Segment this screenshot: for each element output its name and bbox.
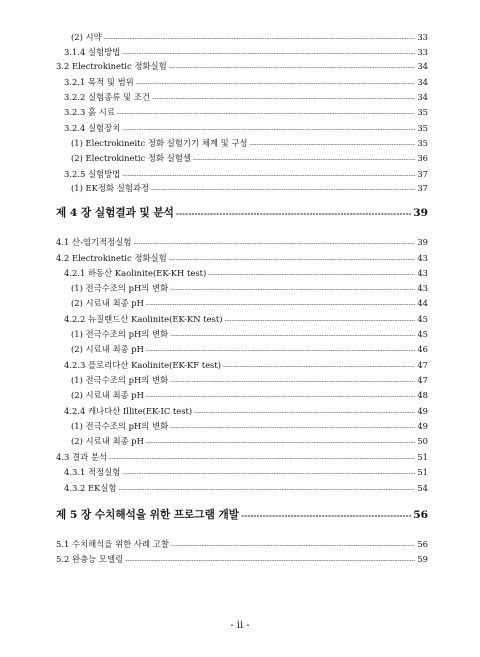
- toc-entry-label: 3.2.3 흙 시료: [64, 107, 115, 117]
- toc-entry[interactable]: [56, 92, 428, 104]
- toc-entry[interactable]: [56, 452, 428, 464]
- dot-leader: [170, 422, 415, 433]
- toc-entry-label: 4.2.2 뉴질랜드산 Kaolinite(EK-KN test): [64, 314, 223, 324]
- toc-chapter-heading[interactable]: [56, 509, 428, 523]
- toc-entry-label: (2) 시료내 최종 pH: [71, 344, 144, 354]
- toc-entry[interactable]: [56, 123, 428, 135]
- toc-entry-label: 4.2 Electrokinetic 정화실험: [56, 253, 167, 263]
- toc-entry[interactable]: [56, 61, 428, 73]
- toc-entry-page: 36: [417, 153, 428, 163]
- toc-entry-page: 47: [417, 375, 428, 385]
- toc-entry-page: 34: [417, 61, 428, 71]
- toc-entry-page: 47: [417, 360, 428, 370]
- dot-leader: [194, 407, 415, 418]
- toc-entry-label: 4.1 산-염기적정실험: [56, 237, 132, 247]
- toc-entry-page: 44: [417, 298, 428, 308]
- dot-leader: [151, 184, 415, 195]
- dot-leader: [170, 284, 415, 295]
- toc-entry-page: 34: [417, 92, 428, 102]
- toc-entry-page: 43: [417, 283, 428, 293]
- toc-entry-label: 3.2.5 실험방법: [64, 169, 121, 179]
- dot-leader: [109, 453, 415, 464]
- toc-entry-page: 35: [417, 123, 428, 133]
- toc-entry-label: 4.3.2 EK실험: [64, 483, 117, 493]
- toc-entry[interactable]: [56, 467, 428, 479]
- toc-entry-page: 56: [413, 509, 428, 521]
- toc-entry-label: 3.2.2 실험종류 및 조건: [64, 92, 150, 102]
- toc-entry-label: (2) Electrokinetic 정화 실험셀: [71, 153, 191, 163]
- toc-entry-label: (2) 시료내 최종 pH: [71, 436, 144, 446]
- toc-entry[interactable]: [56, 283, 428, 295]
- toc-entry-label: (2) 시약: [71, 32, 102, 42]
- toc-entry-page: 45: [417, 314, 428, 324]
- toc-entry-label: (1) EK정화 실험과정: [71, 183, 150, 193]
- dot-leader: [119, 484, 416, 495]
- toc-entry-page: 49: [417, 406, 428, 416]
- toc-entry[interactable]: [56, 406, 428, 418]
- toc-entry[interactable]: [56, 360, 428, 372]
- toc-entry-page: 59: [417, 554, 428, 564]
- dot-leader: [241, 510, 411, 523]
- dot-leader: [171, 540, 415, 551]
- dot-leader: [223, 361, 415, 372]
- dot-leader: [225, 315, 416, 326]
- toc-entry[interactable]: [56, 138, 428, 150]
- toc-entry[interactable]: [56, 169, 428, 181]
- toc-entry[interactable]: [56, 298, 428, 310]
- toc-entry[interactable]: [56, 107, 428, 119]
- toc-entry[interactable]: [56, 554, 428, 566]
- dot-leader: [146, 299, 415, 310]
- toc-entry-page: 56: [417, 539, 428, 549]
- toc-entry-label: (1) Electrokineitc 정화 실험기기 체계 및 구성: [71, 138, 248, 148]
- toc-entry-page: 34: [417, 77, 428, 87]
- toc-entry-page: 39: [417, 237, 428, 247]
- dot-leader: [146, 391, 415, 402]
- toc-entry-page: 37: [417, 169, 428, 179]
- toc-entry-page: 35: [417, 138, 428, 148]
- toc-entry-page: 48: [417, 390, 428, 400]
- toc-entry[interactable]: [56, 77, 428, 89]
- toc-entry-page: 45: [417, 329, 428, 339]
- toc-entry-label: (1) 전극수조의 pH의 변화: [71, 329, 169, 339]
- dot-leader: [170, 376, 415, 387]
- toc-entry-label: 4.2.4 캐나다산 Illite(EK-IC test): [64, 406, 193, 416]
- dot-leader: [152, 93, 415, 104]
- toc-entry[interactable]: [56, 421, 428, 433]
- dot-leader: [122, 124, 415, 135]
- toc-entry[interactable]: [56, 268, 428, 280]
- toc-entry-label: 3.2 Electrokinetic 정화실험: [56, 61, 167, 71]
- toc-entry-page: 50: [417, 436, 428, 446]
- toc-entry-page: 43: [417, 253, 428, 263]
- page-number: - ii -: [230, 620, 250, 631]
- toc-entry[interactable]: [56, 314, 428, 326]
- toc-entry[interactable]: [56, 329, 428, 341]
- toc-entry-page: 54: [417, 483, 428, 493]
- dot-leader: [250, 139, 416, 150]
- dot-leader: [170, 330, 415, 341]
- toc-entry[interactable]: [56, 253, 428, 265]
- toc-entry-label: 3.1.4 실험방법: [64, 47, 121, 57]
- toc-entry-label: 제 5 장 수치해석을 위한 프로그램 개발: [56, 509, 240, 521]
- toc-entry-page: 33: [417, 47, 428, 57]
- toc-entry-page: 43: [417, 268, 428, 278]
- toc-entry-label: (2) 시료내 최종 pH: [71, 390, 144, 400]
- dot-leader: [146, 437, 415, 448]
- toc-entry[interactable]: [56, 47, 428, 59]
- toc-entry-label: 5.1 수치해석을 위한 사례 고찰: [56, 539, 169, 549]
- toc-entry[interactable]: [56, 375, 428, 387]
- toc-entry-page: 49: [417, 421, 428, 431]
- toc-entry[interactable]: [56, 183, 428, 195]
- dot-leader: [122, 48, 415, 59]
- toc-entry[interactable]: [56, 436, 428, 448]
- toc-entry-label: 4.3.1 적정실험: [64, 467, 121, 477]
- toc-entry-page: 51: [417, 467, 428, 477]
- toc-entry-label: (1) 전극수조의 pH의 변화: [71, 283, 169, 293]
- dot-leader: [169, 254, 416, 265]
- toc-entry[interactable]: [56, 344, 428, 356]
- toc-entry[interactable]: [56, 153, 428, 165]
- toc-entry-page: 33: [417, 32, 428, 42]
- toc-entry-label: 3.2.4 실험장치: [64, 123, 121, 133]
- toc-entry[interactable]: [56, 390, 428, 402]
- dot-leader: [104, 33, 416, 44]
- toc-entry[interactable]: [56, 483, 428, 495]
- dot-leader: [117, 108, 415, 119]
- dot-leader: [146, 345, 415, 356]
- toc-entry-page: 37: [417, 183, 428, 193]
- dot-leader: [125, 555, 415, 566]
- toc-entry-label: (1) 전극수조의 pH의 변화: [71, 421, 169, 431]
- dot-leader: [208, 269, 415, 280]
- dot-leader: [122, 468, 415, 479]
- toc-entry-label: 4.2.3 플로리다산 Kaolinite(EK-KF test): [64, 360, 221, 370]
- dot-leader: [133, 238, 415, 249]
- dot-leader: [122, 170, 415, 181]
- toc-chapter-heading[interactable]: [56, 207, 428, 221]
- toc-entry-label: 4.3 결과 분석: [56, 452, 108, 462]
- toc-entry-label: 3.2.1 목적 및 범위: [64, 77, 134, 87]
- toc-entry[interactable]: [56, 539, 428, 551]
- toc-entry[interactable]: [56, 237, 428, 249]
- toc-entry-label: (1) 전극수조의 pH의 변화: [71, 375, 169, 385]
- dot-leader: [176, 208, 411, 221]
- dot-leader: [169, 62, 416, 73]
- toc-entry-label: 5.2 완충능 모델링: [56, 554, 124, 564]
- toc-entry-label: 4.2.1 하동산 Kaolinite(EK-KH test): [64, 268, 207, 278]
- toc-entry-page: 46: [417, 344, 428, 354]
- toc-entry-page: 51: [417, 452, 428, 462]
- toc-entry[interactable]: [56, 32, 428, 44]
- toc-entry-label: (2) 시료내 최종 pH: [71, 298, 144, 308]
- toc-entry-page: 35: [417, 107, 428, 117]
- toc-entry-label: 제 4 장 실험결과 및 분석: [56, 207, 174, 219]
- toc-entry-page: 39: [413, 207, 428, 219]
- dot-leader: [193, 154, 415, 165]
- dot-leader: [136, 78, 416, 89]
